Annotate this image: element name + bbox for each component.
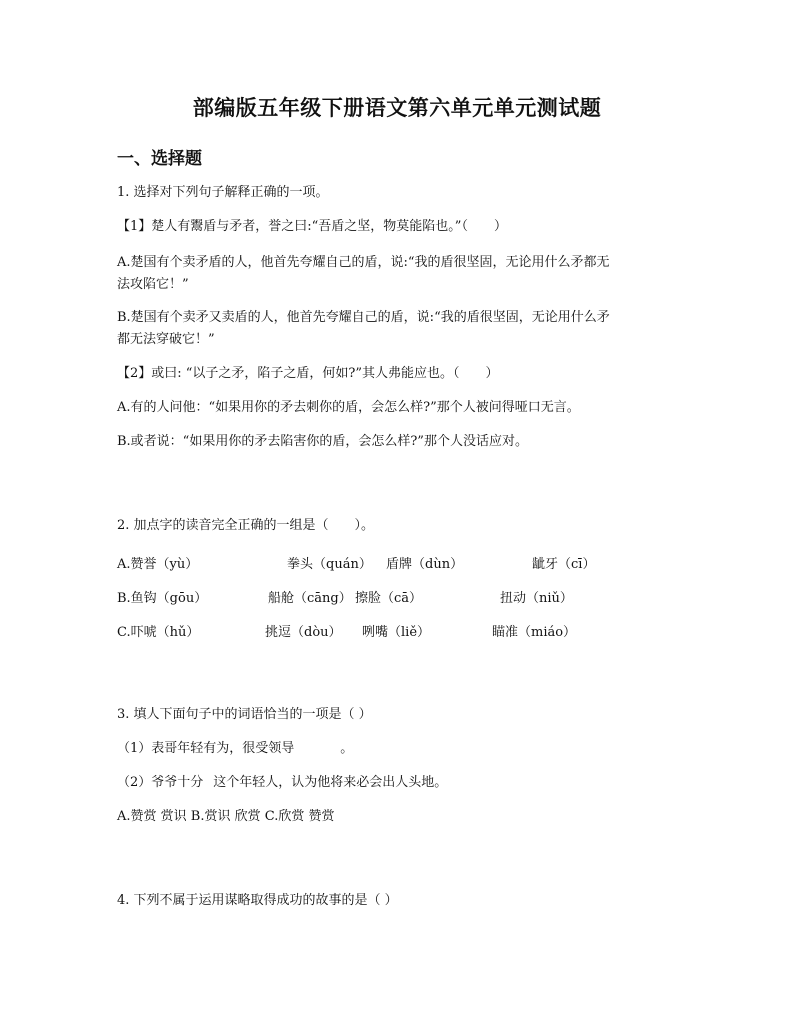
q1-sub1-option-b-line2: 都无法穿破它！”: [117, 332, 215, 347]
q3-s1-after-blank: 。: [340, 741, 354, 756]
q2-row-a-item-4: 龇牙（cī）: [532, 557, 596, 572]
q1-sub1: 【1】楚人有鬻盾与矛者，誉之曰:“吾盾之坚，物莫能陷也。”（ ）: [117, 219, 507, 234]
q1-stem: 1. 选择对下列句子解释正确的一项。: [117, 185, 329, 200]
q2-row-b-item-2: 船舱（cāng）: [268, 591, 352, 606]
q3-stem: 3. 填人下面句子中的词语恰当的一项是（ ）: [117, 707, 372, 722]
q2-row-a-item-3: 盾牌（dùn）: [386, 557, 464, 572]
q2-row-c-item-1: C.吓唬（hǔ）: [117, 625, 200, 640]
q2-row-b-item-1: B.鱼钩（gōu）: [117, 591, 208, 606]
q3-sentence-1: [117, 736, 353, 762]
q3-sentence-2: [117, 770, 447, 796]
q1-sub1-option-a-line1: A.楚国有个卖矛盾的人，他首先夸耀自己的盾，说:“我的盾很坚固，无论用什么矛都无: [117, 255, 610, 270]
q1-sub2-option-a: A.有的人问他：“如果用你的矛去刺你的盾，会怎么样?”那个人被问得哑口无言。: [117, 400, 580, 415]
q1-sub1-option-a-line2: 法攻陷它！”: [117, 277, 189, 292]
section-heading: 一、选择题: [117, 149, 202, 169]
q1-sub2-option-b: B.或者说：“如果用你的矛去陷害你的盾，会怎么样?”那个人没话应对。: [117, 434, 528, 449]
q2-row-a-item-2: 拳头（quán）: [287, 557, 372, 572]
q2-row-c-item-2: 挑逗（dòu）: [265, 625, 342, 640]
q2-row-b-item-4: 扭动（niǔ）: [500, 591, 573, 606]
q2-row-a-item-1: A.赞誉（yù）: [117, 557, 199, 572]
q2-row-c-item-4: 瞄准（miáo）: [492, 625, 577, 640]
q3-s2-before-blank: （2）爷爷十分: [117, 775, 204, 790]
q2-row-b-item-3: 擦脸（cā）: [355, 591, 423, 606]
q4-stem: 4. 下列不属于运用谋略取得成功的故事的是（ ）: [117, 893, 398, 908]
q2-stem: 2. 加点字的读音完全正确的一组是（ ）。: [117, 518, 375, 533]
q3-s2-after-blank: 这个年轻人，认为他将来必会出人头地。: [213, 775, 448, 790]
page-title: 部编版五年级下册语文第六单元单元测试题: [192, 95, 602, 120]
q1-sub1-option-b-line1: B.楚国有个卖矛又卖盾的人，他首先夸耀自己的盾，说:“我的盾很坚固，无论用什么矛: [117, 310, 610, 325]
q3-options: A.赞赏 赏识 B.赏识 欣赏 C.欣赏 赞赏: [117, 809, 335, 824]
q1-sub2: 【2】或曰: “以子之矛，陷子之盾，何如?”其人弗能应也。（ ）: [117, 366, 499, 381]
q2-row-c-item-3: 咧嘴（liě）: [362, 625, 431, 640]
q3-s1-before-blank: （1）表哥年轻有为，很受领导: [117, 741, 295, 756]
